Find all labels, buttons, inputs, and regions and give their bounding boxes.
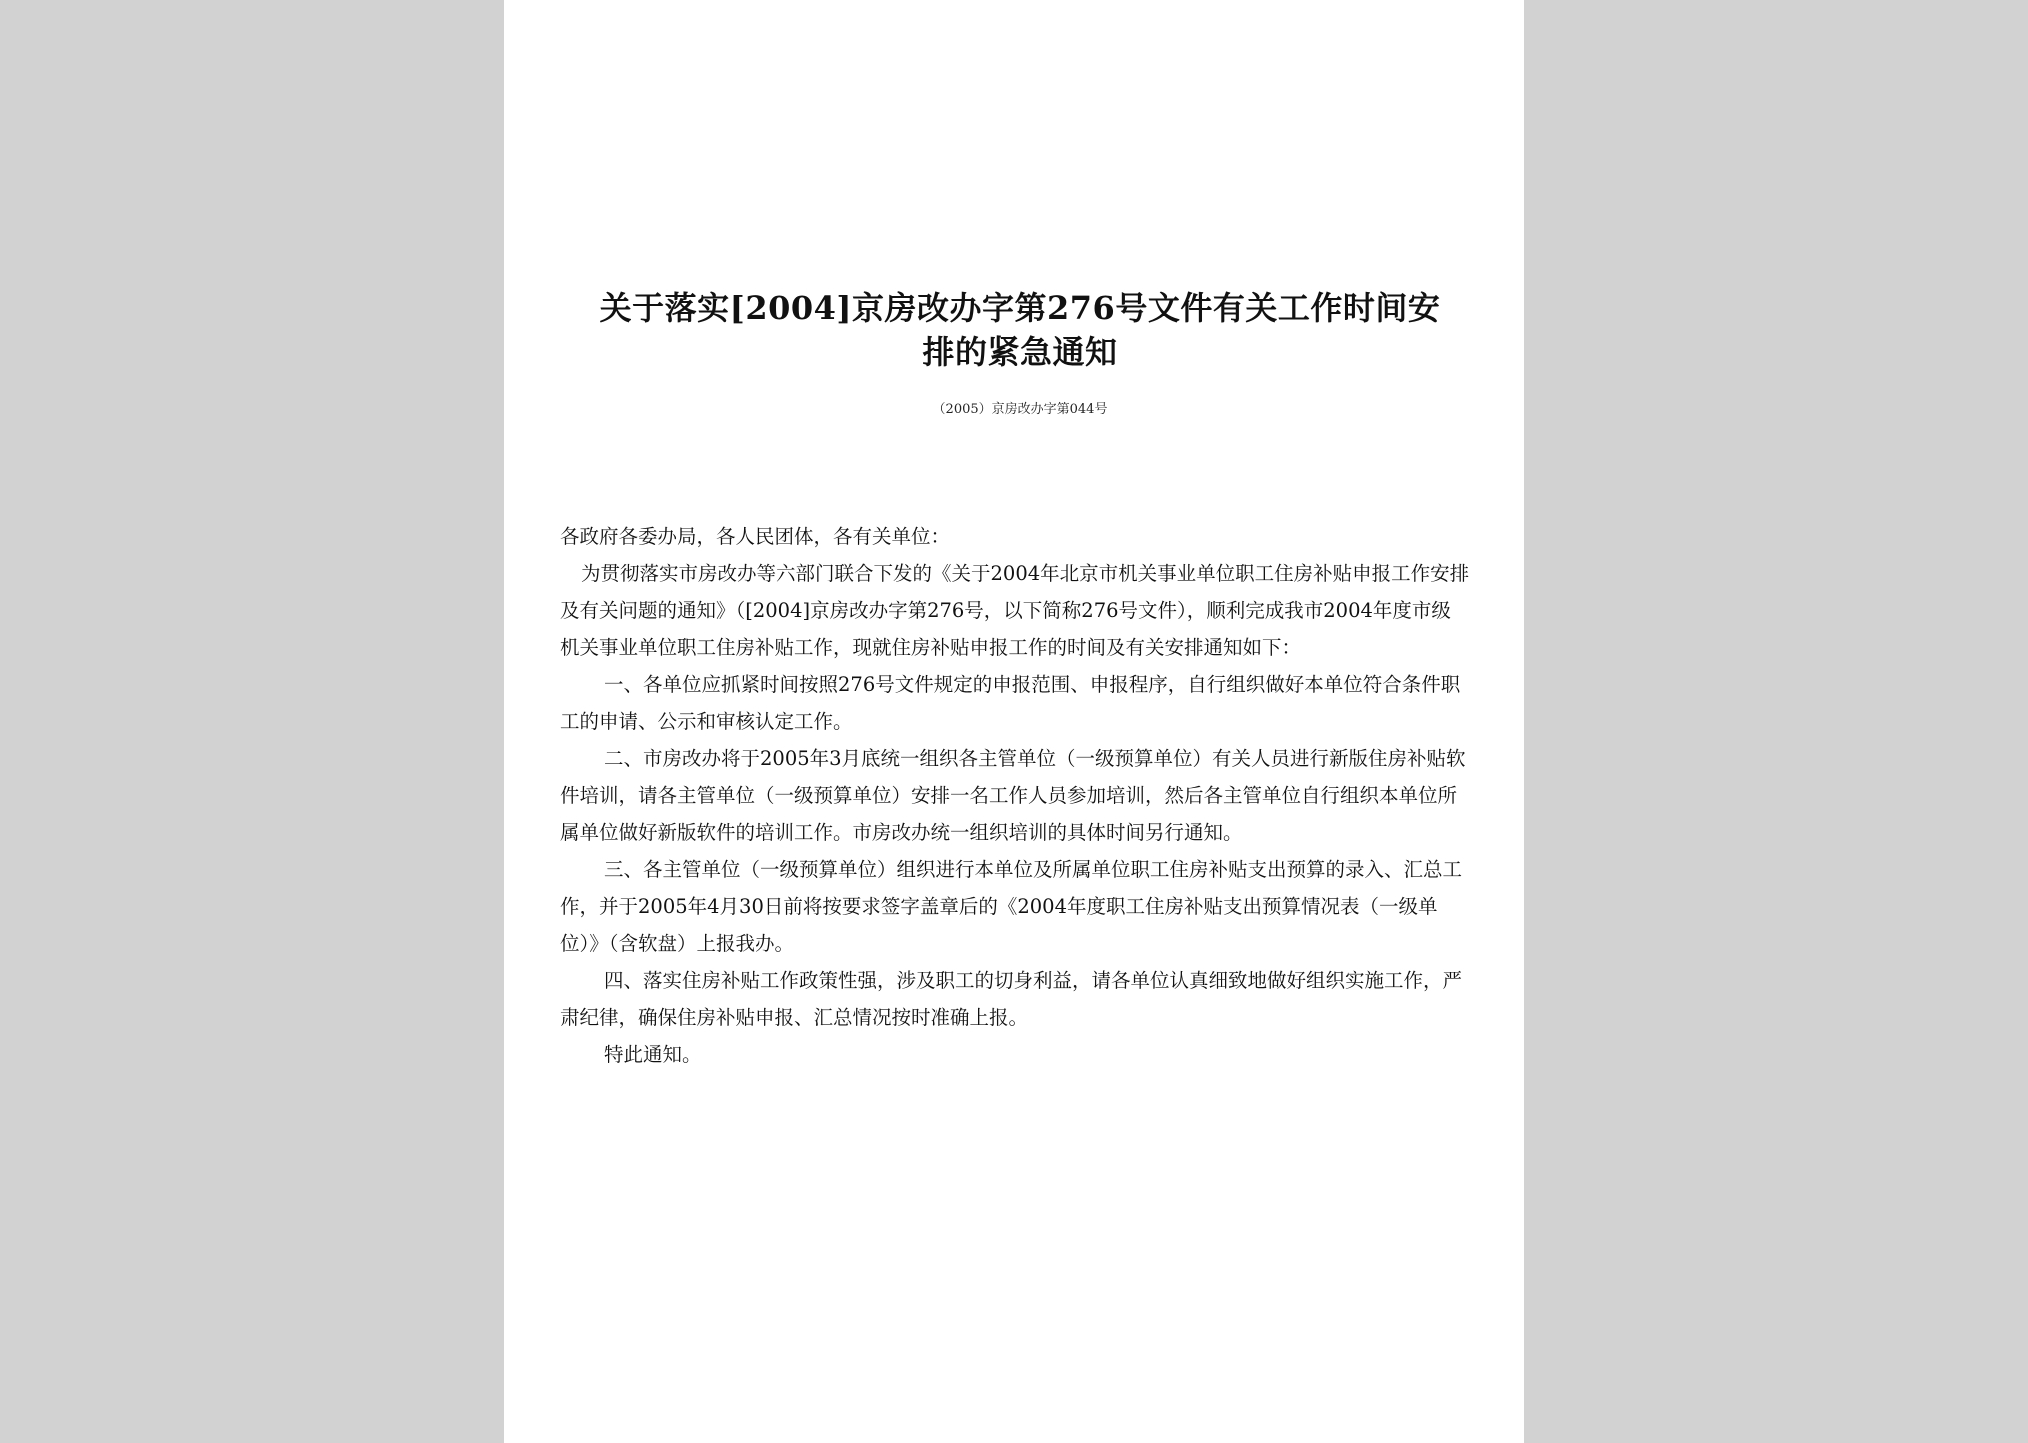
item-1: 一、各单位应抓紧时间按照276号文件规定的申报范围、申报程序，自行组织做好本单位符合条件职工的申请、公示和审核认定工作。 [560,673,1461,733]
item-3: 三、各主管单位（一级预算单位）组织进行本单位及所属单位职工住房补贴支出预算的录入、汇总工作，并于2005年4月30日前将按要求签字盖章后的《2004年度职工住房补贴支出预算情况表（一级单位）》（含软盘）上报我办。 [560,858,1463,955]
title-line-1: 关于落实[2004]京房改办字第276号文件有关工作时间安 [599,289,1441,327]
document-title [560,286,1480,374]
document-number: （2005）京房改办字第044号 [932,402,1108,417]
document-body [560,518,1470,1073]
salutation: 各政府各委办局，各人民团体，各有关单位： [560,525,951,548]
intro-paragraph: 为贯彻落实市房改办等六部门联合下发的《关于2004年北京市机关事业单位职工住房补贴申报工作安排及有关问题的通知》（[2004]京房改办字第276号，以下简称276号文件），顺利完成我市2004年度市级机关事业单位职工住房补贴工作，现就住房补贴申报工作的时间及有关安排通知如下： [560,562,1470,659]
document-page [504,0,1524,1443]
title-line-2: 排的紧急通知 [922,333,1118,371]
closing-line: 特此通知。 [604,1043,702,1066]
item-4: 四、落实住房补贴工作政策性强，涉及职工的切身利益，请各单位认真细致地做好组织实施工作，严肃纪律，确保住房补贴申报、汇总情况按时准确上报。 [560,969,1463,1029]
item-2: 二、市房改办将于2005年3月底统一组织各主管单位（一级预算单位）有关人员进行新版住房补贴软件培训，请各主管单位（一级预算单位）安排一名工作人员参加培训，然后各主管单位自行组织本单位所属单位做好新版软件的培训工作。市房改办统一组织培训的具体时间另行通知。 [560,747,1466,844]
